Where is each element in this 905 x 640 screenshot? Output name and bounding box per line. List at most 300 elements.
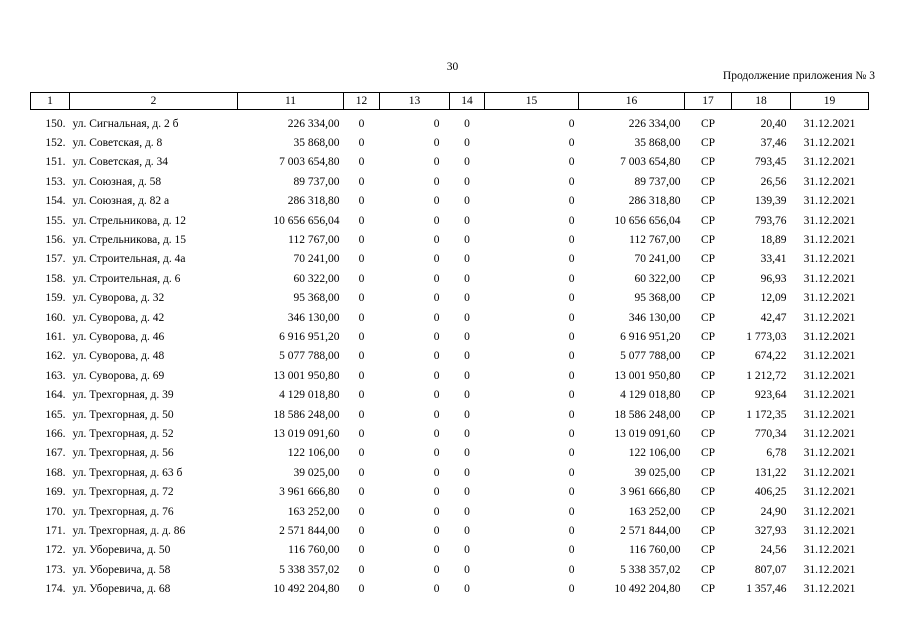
col-13-value: 0 xyxy=(433,311,440,324)
col-18-value: 33,41 xyxy=(760,253,787,266)
col-12-value: 0 xyxy=(358,524,365,537)
col-17-value: СР xyxy=(700,389,716,402)
col-14-value: 0 xyxy=(464,427,470,440)
col-17-value: СР xyxy=(700,369,716,382)
col-16-value: 89 737,00 xyxy=(634,175,681,188)
col-15-value: 0 xyxy=(568,137,575,150)
col-19-value: 31.12.2021 xyxy=(803,311,856,324)
row-number: 169. xyxy=(45,486,66,499)
table-row xyxy=(31,541,869,560)
col-14-value: 0 xyxy=(464,117,470,130)
col-13-value: 0 xyxy=(433,427,440,440)
address-cell: ул. Союзная, д. 58 xyxy=(72,175,162,188)
col-12-value: 0 xyxy=(358,234,365,247)
col-14-value: 0 xyxy=(464,369,470,382)
col-13-value: 0 xyxy=(433,330,440,343)
col-11-value: 35 868,00 xyxy=(293,137,340,150)
col-19-value: 31.12.2021 xyxy=(803,214,856,227)
row-number: 157. xyxy=(45,253,66,266)
col-16-value: 13 001 950,80 xyxy=(614,369,681,382)
row-number: 160. xyxy=(45,311,66,324)
col-15-value: 0 xyxy=(568,563,575,576)
col-16-value: 13 019 091,60 xyxy=(614,427,681,440)
row-number: 151. xyxy=(45,156,66,169)
table-row xyxy=(31,463,869,482)
col-16-value: 112 767,00 xyxy=(629,234,681,247)
col-11-value: 39 025,00 xyxy=(293,466,340,479)
col-18-value: 18,89 xyxy=(760,234,787,247)
address-cell: ул. Суворова, д. 69 xyxy=(72,369,165,382)
col-16-value: 39 025,00 xyxy=(634,466,681,479)
col-17-value: СР xyxy=(700,447,716,460)
col-12-value: 0 xyxy=(358,369,365,382)
col-11-value: 95 368,00 xyxy=(293,292,340,305)
col-15-value: 0 xyxy=(568,272,575,285)
table-row xyxy=(31,211,869,230)
col-19-value: 31.12.2021 xyxy=(803,544,856,557)
col-15-value: 0 xyxy=(568,505,575,518)
col-11-value: 122 106,00 xyxy=(287,447,340,460)
col-11-value: 2 571 844,00 xyxy=(279,524,340,537)
col-15-value: 0 xyxy=(568,583,575,596)
col-17-value: СР xyxy=(700,214,716,227)
col-11-value: 60 322,00 xyxy=(293,272,340,285)
col-18-value: 131,22 xyxy=(754,466,787,479)
col-12-value: 0 xyxy=(358,292,365,305)
col-15-value: 0 xyxy=(568,175,575,188)
address-cell: ул. Стрельникова, д. 15 xyxy=(72,234,187,247)
col-17-value: СР xyxy=(700,330,716,343)
address-cell: ул. Трехгорная, д. 39 xyxy=(72,389,174,402)
col-15-value: 0 xyxy=(568,524,575,537)
col-11-value: 10 656 656,04 xyxy=(273,214,340,227)
col-18-value: 1 357,46 xyxy=(746,583,787,596)
address-cell: ул. Трехгорная, д. 52 xyxy=(72,427,174,440)
col-17-value: СР xyxy=(700,505,716,518)
address-cell: ул. Строительная, д. 6 xyxy=(72,272,181,285)
col-19-value: 31.12.2021 xyxy=(803,369,856,382)
table-row xyxy=(31,521,869,540)
row-number: 161. xyxy=(45,330,66,343)
address-cell: ул. Строительная, д. 4а xyxy=(72,253,186,266)
row-number: 171. xyxy=(45,524,66,537)
col-17-value: СР xyxy=(700,156,716,169)
address-cell: ул. Советская, д. 34 xyxy=(72,156,169,169)
col-18-value: 923,64 xyxy=(754,389,787,402)
col-18-value: 96,93 xyxy=(760,272,787,285)
col-11-value: 286 318,80 xyxy=(287,195,340,208)
table-row xyxy=(31,385,869,404)
col-13-value: 0 xyxy=(433,389,440,402)
col-12-value: 0 xyxy=(358,156,365,169)
col-13-value: 0 xyxy=(433,466,440,479)
col-19-value: 31.12.2021 xyxy=(803,505,856,518)
col-16-value: 70 241,00 xyxy=(634,253,681,266)
row-number: 158. xyxy=(45,272,66,285)
col-19-value: 31.12.2021 xyxy=(803,272,856,285)
table-row xyxy=(31,405,869,424)
col-17-value: СР xyxy=(700,292,716,305)
col-16-value: 5 338 357,02 xyxy=(620,563,681,576)
table-row xyxy=(31,110,869,134)
address-cell: ул. Суворова, д. 42 xyxy=(72,311,165,324)
table-row xyxy=(31,444,869,463)
col-12-value: 0 xyxy=(358,350,365,363)
col-14-value: 0 xyxy=(464,466,470,479)
col-15-value: 0 xyxy=(568,292,575,305)
col-16-value: 116 760,00 xyxy=(629,544,681,557)
col-17-value: СР xyxy=(700,137,716,150)
col-19-value: 31.12.2021 xyxy=(803,408,856,421)
row-number: 159. xyxy=(45,292,66,305)
col-19-value: 31.12.2021 xyxy=(803,389,856,402)
row-number: 166. xyxy=(45,427,66,440)
col-14-value: 0 xyxy=(464,389,470,402)
col-18-value: 1 212,72 xyxy=(746,369,787,382)
col-12-value: 0 xyxy=(358,195,365,208)
column-header: 13 xyxy=(380,93,450,110)
col-13-value: 0 xyxy=(433,486,440,499)
column-header: 11 xyxy=(238,93,344,110)
address-cell: ул. Уборевича, д. 50 xyxy=(72,544,171,557)
col-19-value: 31.12.2021 xyxy=(803,524,856,537)
col-19-value: 31.12.2021 xyxy=(803,137,856,150)
col-17-value: СР xyxy=(700,544,716,557)
col-12-value: 0 xyxy=(358,311,365,324)
col-13-value: 0 xyxy=(433,350,440,363)
col-16-value: 60 322,00 xyxy=(634,272,681,285)
col-15-value: 0 xyxy=(568,214,575,227)
address-cell: ул. Сигнальная, д. 2 б xyxy=(72,117,179,130)
col-13-value: 0 xyxy=(433,272,440,285)
col-18-value: 24,90 xyxy=(760,505,787,518)
col-18-value: 26,56 xyxy=(760,175,787,188)
column-header: 19 xyxy=(791,93,869,110)
col-18-value: 1 172,35 xyxy=(746,408,787,421)
col-13-value: 0 xyxy=(433,408,440,421)
col-14-value: 0 xyxy=(464,156,470,169)
column-header: 16 xyxy=(579,93,685,110)
col-14-value: 0 xyxy=(464,272,470,285)
address-cell: ул. Трехгорная, д. 76 xyxy=(72,505,174,518)
col-11-value: 3 961 666,80 xyxy=(279,486,340,499)
address-cell: ул. Советская, д. 8 xyxy=(72,137,163,150)
table-row xyxy=(31,482,869,501)
col-15-value: 0 xyxy=(568,311,575,324)
col-17-value: СР xyxy=(700,583,716,596)
col-17-value: СР xyxy=(700,175,716,188)
col-17-value: СР xyxy=(700,350,716,363)
col-16-value: 10 656 656,04 xyxy=(614,214,681,227)
col-16-value: 6 916 951,20 xyxy=(620,330,681,343)
col-15-value: 0 xyxy=(568,156,575,169)
col-19-value: 31.12.2021 xyxy=(803,195,856,208)
col-11-value: 5 077 788,00 xyxy=(279,350,340,363)
address-cell: ул. Суворова, д. 46 xyxy=(72,330,165,343)
address-cell: ул. Суворова, д. 48 xyxy=(72,350,165,363)
col-15-value: 0 xyxy=(568,408,575,421)
table-row xyxy=(31,347,869,366)
col-13-value: 0 xyxy=(433,447,440,460)
col-18-value: 793,76 xyxy=(754,214,787,227)
col-17-value: СР xyxy=(700,408,716,421)
col-13-value: 0 xyxy=(433,137,440,150)
col-18-value: 770,34 xyxy=(754,427,787,440)
col-11-value: 89 737,00 xyxy=(293,175,340,188)
data-table xyxy=(30,92,869,599)
address-cell: ул. Трехгорная, д. 63 б xyxy=(72,466,183,479)
col-14-value: 0 xyxy=(464,175,470,188)
col-14-value: 0 xyxy=(464,234,470,247)
col-16-value: 4 129 018,80 xyxy=(620,389,681,402)
col-12-value: 0 xyxy=(358,272,365,285)
col-13-value: 0 xyxy=(433,369,440,382)
col-17-value: СР xyxy=(700,195,716,208)
row-number: 156. xyxy=(45,234,66,247)
col-12-value: 0 xyxy=(358,447,365,460)
col-19-value: 31.12.2021 xyxy=(803,292,856,305)
col-14-value: 0 xyxy=(464,447,470,460)
col-19-value: 31.12.2021 xyxy=(803,117,856,130)
row-number: 172. xyxy=(45,544,66,557)
col-19-value: 31.12.2021 xyxy=(803,253,856,266)
col-11-value: 163 252,00 xyxy=(287,505,340,518)
col-11-value: 116 760,00 xyxy=(288,544,340,557)
row-number: 154. xyxy=(45,195,66,208)
table-row xyxy=(31,289,869,308)
col-19-value: 31.12.2021 xyxy=(803,234,856,247)
col-12-value: 0 xyxy=(358,408,365,421)
col-19-value: 31.12.2021 xyxy=(803,350,856,363)
col-18-value: 37,46 xyxy=(760,137,787,150)
row-number: 168. xyxy=(45,466,66,479)
page-number: 30 xyxy=(446,61,459,73)
col-11-value: 6 916 951,20 xyxy=(279,330,340,343)
table-row xyxy=(31,230,869,249)
col-14-value: 0 xyxy=(464,311,470,324)
table-row xyxy=(31,579,869,598)
table-body xyxy=(31,110,869,599)
col-14-value: 0 xyxy=(464,505,470,518)
col-14-value: 0 xyxy=(464,350,470,363)
col-11-value: 13 001 950,80 xyxy=(273,369,340,382)
col-18-value: 793,45 xyxy=(754,156,787,169)
table-row xyxy=(31,560,869,579)
col-16-value: 346 130,00 xyxy=(628,311,681,324)
address-cell: ул. Союзная, д. 82 а xyxy=(72,195,170,208)
col-14-value: 0 xyxy=(464,214,470,227)
col-15-value: 0 xyxy=(568,350,575,363)
col-18-value: 12,09 xyxy=(760,292,787,305)
col-12-value: 0 xyxy=(358,214,365,227)
col-15-value: 0 xyxy=(568,330,575,343)
row-number: 153. xyxy=(45,175,66,188)
address-cell: ул. Уборевича, д. 68 xyxy=(72,583,171,596)
col-12-value: 0 xyxy=(358,544,365,557)
col-12-value: 0 xyxy=(358,486,365,499)
col-14-value: 0 xyxy=(464,583,470,596)
col-14-value: 0 xyxy=(464,330,470,343)
column-header: 17 xyxy=(685,93,732,110)
col-11-value: 7 003 654,80 xyxy=(279,156,340,169)
col-12-value: 0 xyxy=(358,137,365,150)
address-cell: ул. Уборевича, д. 58 xyxy=(72,563,171,576)
address-cell: ул. Трехгорная, д. 72 xyxy=(72,486,174,499)
col-17-value: СР xyxy=(700,486,716,499)
table-row xyxy=(31,366,869,385)
col-18-value: 24,56 xyxy=(760,544,787,557)
col-13-value: 0 xyxy=(433,505,440,518)
col-15-value: 0 xyxy=(568,195,575,208)
col-16-value: 5 077 788,00 xyxy=(620,350,681,363)
col-12-value: 0 xyxy=(358,427,365,440)
col-11-value: 226 334,00 xyxy=(287,117,340,130)
column-header: 15 xyxy=(485,93,579,110)
col-13-value: 0 xyxy=(433,175,440,188)
col-11-value: 18 586 248,00 xyxy=(273,408,340,421)
col-16-value: 18 586 248,00 xyxy=(614,408,681,421)
column-header: 18 xyxy=(732,93,791,110)
col-19-value: 31.12.2021 xyxy=(803,486,856,499)
col-11-value: 13 019 091,60 xyxy=(273,427,340,440)
address-cell: ул. Трехгорная, д. 50 xyxy=(72,408,174,421)
col-19-value: 31.12.2021 xyxy=(803,583,856,596)
col-16-value: 35 868,00 xyxy=(634,137,681,150)
col-16-value: 2 571 844,00 xyxy=(620,524,681,537)
col-12-value: 0 xyxy=(358,117,365,130)
col-15-value: 0 xyxy=(568,466,575,479)
col-18-value: 406,25 xyxy=(754,486,787,499)
col-11-value: 70 241,00 xyxy=(293,253,340,266)
col-13-value: 0 xyxy=(433,234,440,247)
col-14-value: 0 xyxy=(464,195,470,208)
col-16-value: 286 318,80 xyxy=(628,195,681,208)
table-row xyxy=(31,153,869,172)
col-17-value: СР xyxy=(700,311,716,324)
row-number: 165. xyxy=(45,408,66,421)
col-17-value: СР xyxy=(700,272,716,285)
table-row xyxy=(31,269,869,288)
col-15-value: 0 xyxy=(568,253,575,266)
row-number: 152. xyxy=(45,137,66,150)
col-19-value: 31.12.2021 xyxy=(803,175,856,188)
col-14-value: 0 xyxy=(464,137,470,150)
col-11-value: 10 492 204,80 xyxy=(273,583,340,596)
row-number: 150. xyxy=(45,117,66,130)
address-cell: ул. Суворова, д. 32 xyxy=(72,292,165,305)
table-row xyxy=(31,308,869,327)
col-13-value: 0 xyxy=(433,253,440,266)
col-15-value: 0 xyxy=(568,544,575,557)
row-number: 167. xyxy=(45,447,66,460)
col-13-value: 0 xyxy=(433,156,440,169)
address-cell: ул. Трехгорная, д. д. 86 xyxy=(72,524,186,537)
row-number: 155. xyxy=(45,214,66,227)
col-16-value: 7 003 654,80 xyxy=(620,156,681,169)
col-15-value: 0 xyxy=(568,234,575,247)
col-12-value: 0 xyxy=(358,389,365,402)
row-number: 162. xyxy=(45,350,66,363)
col-19-value: 31.12.2021 xyxy=(803,156,856,169)
row-number: 173. xyxy=(45,563,66,576)
col-11-value: 5 338 357,02 xyxy=(279,563,340,576)
col-17-value: СР xyxy=(700,563,716,576)
col-17-value: СР xyxy=(700,117,716,130)
address-cell: ул. Стрельникова, д. 12 xyxy=(72,214,187,227)
col-16-value: 95 368,00 xyxy=(634,292,681,305)
col-12-value: 0 xyxy=(358,505,365,518)
col-15-value: 0 xyxy=(568,447,575,460)
col-12-value: 0 xyxy=(358,253,365,266)
col-12-value: 0 xyxy=(358,583,365,596)
table-row xyxy=(31,172,869,191)
col-12-value: 0 xyxy=(358,175,365,188)
col-12-value: 0 xyxy=(358,563,365,576)
col-18-value: 42,47 xyxy=(760,311,787,324)
col-16-value: 226 334,00 xyxy=(628,117,681,130)
col-13-value: 0 xyxy=(433,544,440,557)
col-13-value: 0 xyxy=(433,292,440,305)
col-19-value: 31.12.2021 xyxy=(803,447,856,460)
col-18-value: 674,22 xyxy=(754,350,787,363)
col-18-value: 6,78 xyxy=(766,447,787,460)
col-14-value: 0 xyxy=(464,253,470,266)
col-16-value: 163 252,00 xyxy=(628,505,681,518)
col-12-value: 0 xyxy=(358,466,365,479)
col-14-value: 0 xyxy=(464,544,470,557)
col-19-value: 31.12.2021 xyxy=(803,563,856,576)
address-cell: ул. Трехгорная, д. 56 xyxy=(72,447,174,460)
table-row xyxy=(31,250,869,269)
table-row xyxy=(31,424,869,443)
col-16-value: 3 961 666,80 xyxy=(620,486,681,499)
row-number: 163. xyxy=(45,369,66,382)
col-11-value: 112 767,00 xyxy=(288,234,340,247)
col-14-value: 0 xyxy=(464,292,470,305)
col-15-value: 0 xyxy=(568,117,575,130)
col-14-value: 0 xyxy=(464,524,470,537)
table-row xyxy=(31,327,869,346)
col-16-value: 122 106,00 xyxy=(628,447,681,460)
table-row xyxy=(31,502,869,521)
col-14-value: 0 xyxy=(464,408,470,421)
col-18-value: 1 773,03 xyxy=(746,330,787,343)
table-row xyxy=(31,192,869,211)
col-13-value: 0 xyxy=(433,563,440,576)
col-17-value: СР xyxy=(700,524,716,537)
column-header: 14 xyxy=(450,93,485,110)
col-13-value: 0 xyxy=(433,524,440,537)
col-14-value: 0 xyxy=(464,486,470,499)
col-15-value: 0 xyxy=(568,427,575,440)
col-18-value: 807,07 xyxy=(754,563,787,576)
col-17-value: СР xyxy=(700,234,716,247)
col-17-value: СР xyxy=(700,427,716,440)
col-19-value: 31.12.2021 xyxy=(803,330,856,343)
col-15-value: 0 xyxy=(568,486,575,499)
col-17-value: СР xyxy=(700,253,716,266)
col-15-value: 0 xyxy=(568,389,575,402)
table-row xyxy=(31,133,869,152)
col-11-value: 4 129 018,80 xyxy=(279,389,340,402)
col-13-value: 0 xyxy=(433,583,440,596)
col-13-value: 0 xyxy=(433,214,440,227)
col-19-value: 31.12.2021 xyxy=(803,466,856,479)
column-header: 1 xyxy=(31,93,70,110)
col-15-value: 0 xyxy=(568,369,575,382)
col-19-value: 31.12.2021 xyxy=(803,427,856,440)
col-12-value: 0 xyxy=(358,330,365,343)
